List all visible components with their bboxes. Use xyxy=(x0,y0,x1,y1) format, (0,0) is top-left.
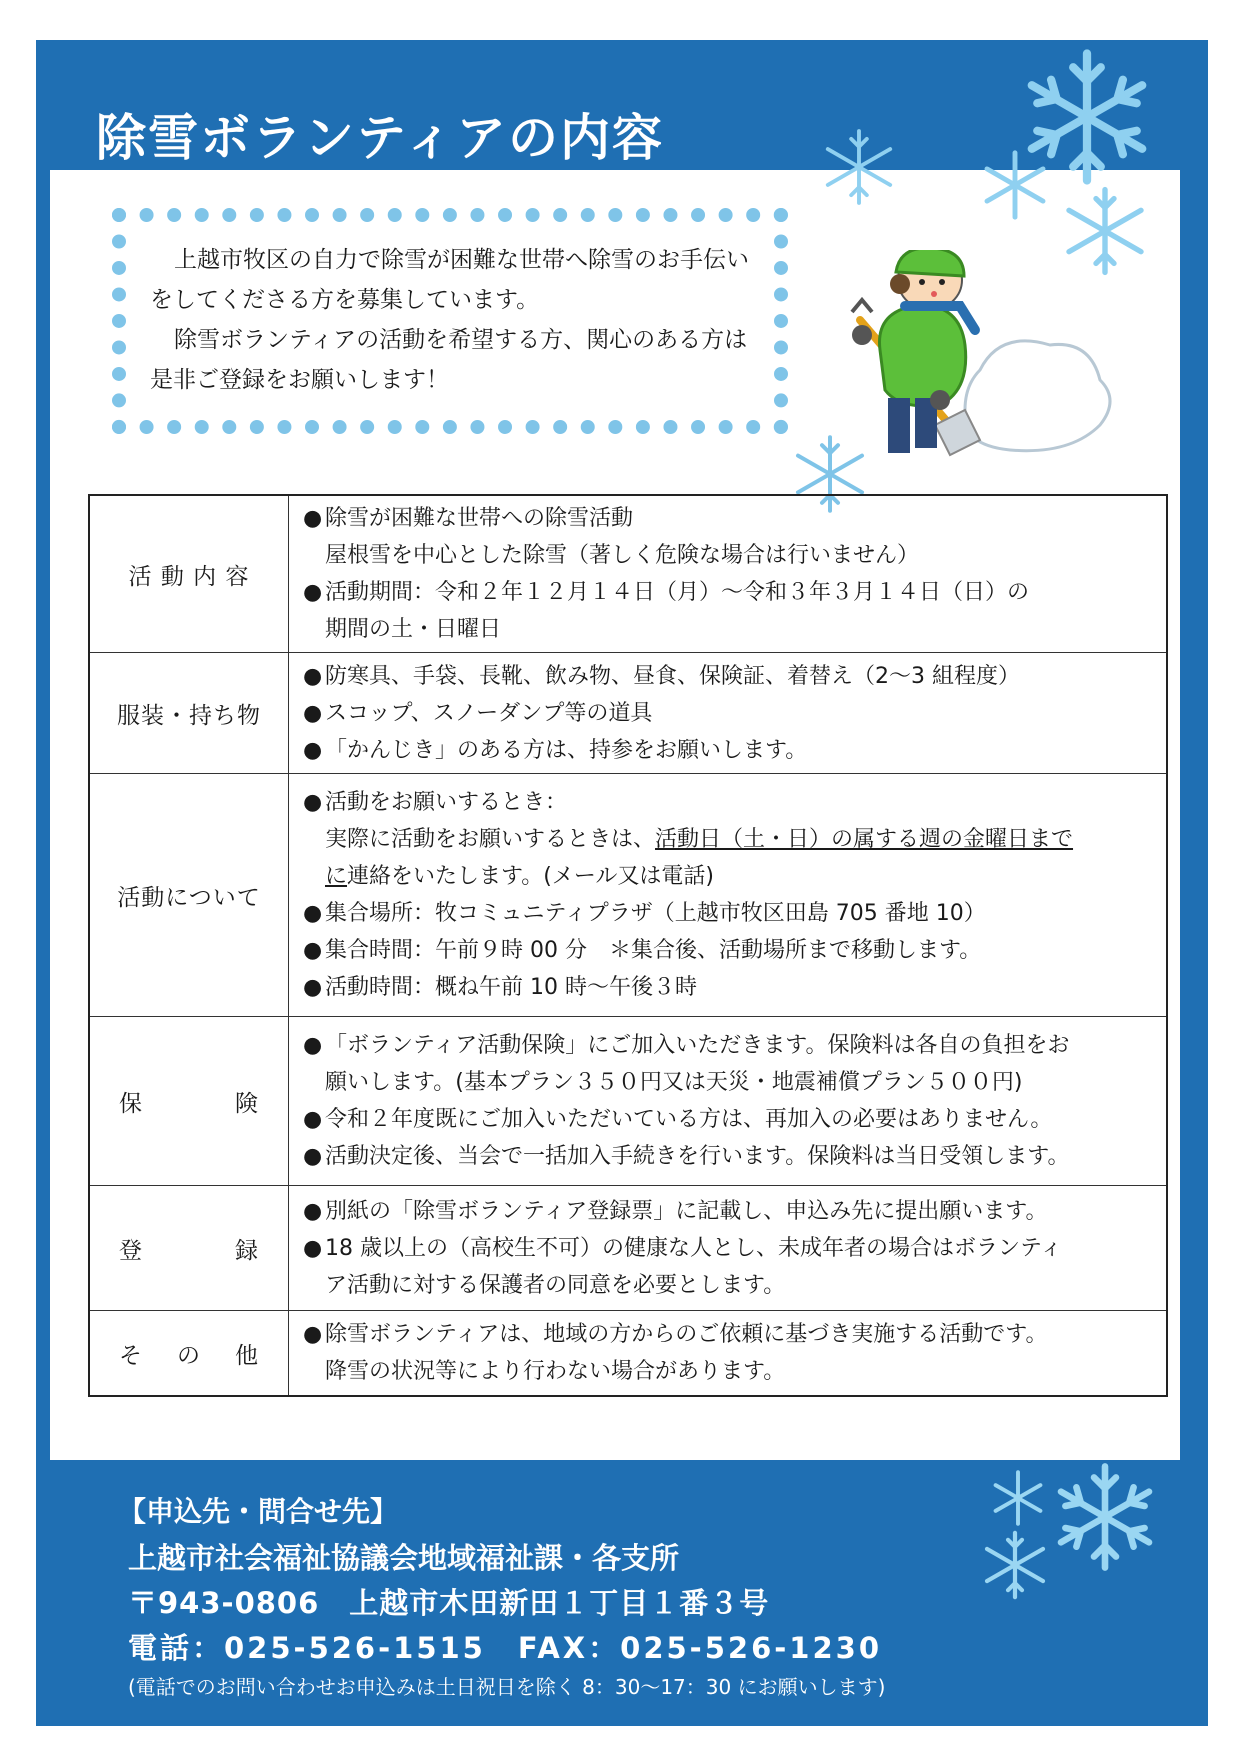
contact-section xyxy=(118,1490,885,1700)
info-table xyxy=(88,494,1168,1397)
contact-phone-fax: 電話：025-526-1515 FAX：025-526-1230 xyxy=(128,1631,882,1665)
row-body: ● 活動をお願いするとき： 実際に活動をお願いするときは、活動日（土・日）の属する週の金曜日まで に連絡をいたします。(メール又は電話) ● 集合場所：牧コミュニティプラザ（上越市牧区田島 705 番地 10） ● 集合時間：午前９時 00 分 ＊集合後、活動場所まで移動します。 ● 活動時間：概ね午前 10 時～午後３時 xyxy=(289,774,1168,1017)
row-label: 活 動 内 容 xyxy=(89,495,289,653)
snowflake-icon xyxy=(990,1470,1046,1526)
intro-paragraph-2: 除雪ボランティアの活動を希望する方、関心のある方は是非ご登録をお願いします！ xyxy=(150,327,748,393)
table-row-other xyxy=(89,1311,1167,1397)
row-body: ● 「ボランティア活動保険」にご加入いただきます。保険料は各自の負担をお 願いします。(基本プラン３５０円又は天災・地震補償プラン５００円) ● 令和２年度既にご加入いただいている方は、再加入の必要はありません。 ● 活動決定後、当会で一括加入手続きを行います。保険料は当日受領します。 xyxy=(289,1017,1168,1186)
row-body: ● 別紙の「除雪ボランティア登録票」に記載し、申込み先に提出願います。 ● 18 歳以上の（高校生不可）の健康な人とし、未成年者の場合はボランティ ア活動に対する保護者の同意を必要とします。 xyxy=(289,1186,1168,1311)
row-label: 活動について xyxy=(89,774,289,1017)
table-row-activity xyxy=(89,495,1167,653)
table-row-insurance xyxy=(89,1017,1167,1186)
table-row-about xyxy=(89,774,1167,1017)
table-row-registration xyxy=(89,1186,1167,1311)
snow-shoveling-illustration xyxy=(800,250,1130,480)
row-label: 登 録 xyxy=(89,1186,289,1311)
contact-address: 〒943-0806 上越市木田新田１丁目１番３号 xyxy=(128,1586,770,1620)
row-body: ● 除雪が困難な世帯への除雪活動 屋根雪を中心とした除雪（著しく危険な場合は行いません） ● 活動期間：令和２年１２月１４日（月）～令和３年３月１４日（日）の 期間の土・日曜日 xyxy=(289,495,1168,653)
snowflake-icon xyxy=(980,150,1050,220)
row-label: 服装・持ち物 xyxy=(89,653,289,774)
contact-hours-note: (電話でのお問い合わせお申込みは土日祝日を除く 8：30～17：30 にお願いします) xyxy=(128,1675,886,1699)
intro-box xyxy=(112,208,788,434)
intro-paragraph-1: 上越市牧区の自力で除雪が困難な世帯へ除雪のお手伝いをしてくださる方を募集しています。 xyxy=(150,247,749,313)
row-label: そ の 他 xyxy=(89,1311,289,1397)
contact-organization: 上越市社会福祉協議会地域福祉課・各支所 xyxy=(128,1541,680,1575)
row-body: ● 防寒具、手袋、長靴、飲み物、昼食、保険証、着替え（2～3 組程度） ● スコップ、スノーダンプ等の道具 ● 「かんじき」のある方は、持参をお願いします。 xyxy=(289,653,1168,774)
snowflake-icon xyxy=(1050,1462,1160,1572)
row-body: ● 除雪ボランティアは、地域の方からのご依頼に基づき実施する活動です。 降雪の状況等により行わない場合があります。 xyxy=(289,1311,1168,1397)
snowflake-icon xyxy=(980,1530,1050,1600)
table-row-clothing xyxy=(89,653,1167,774)
contact-heading: 【申込先・問合せ先】 xyxy=(118,1495,399,1528)
row-label: 保 険 xyxy=(89,1017,289,1186)
snowflake-icon xyxy=(820,128,898,206)
page-title: 除雪ボランティアの内容 xyxy=(96,109,664,167)
